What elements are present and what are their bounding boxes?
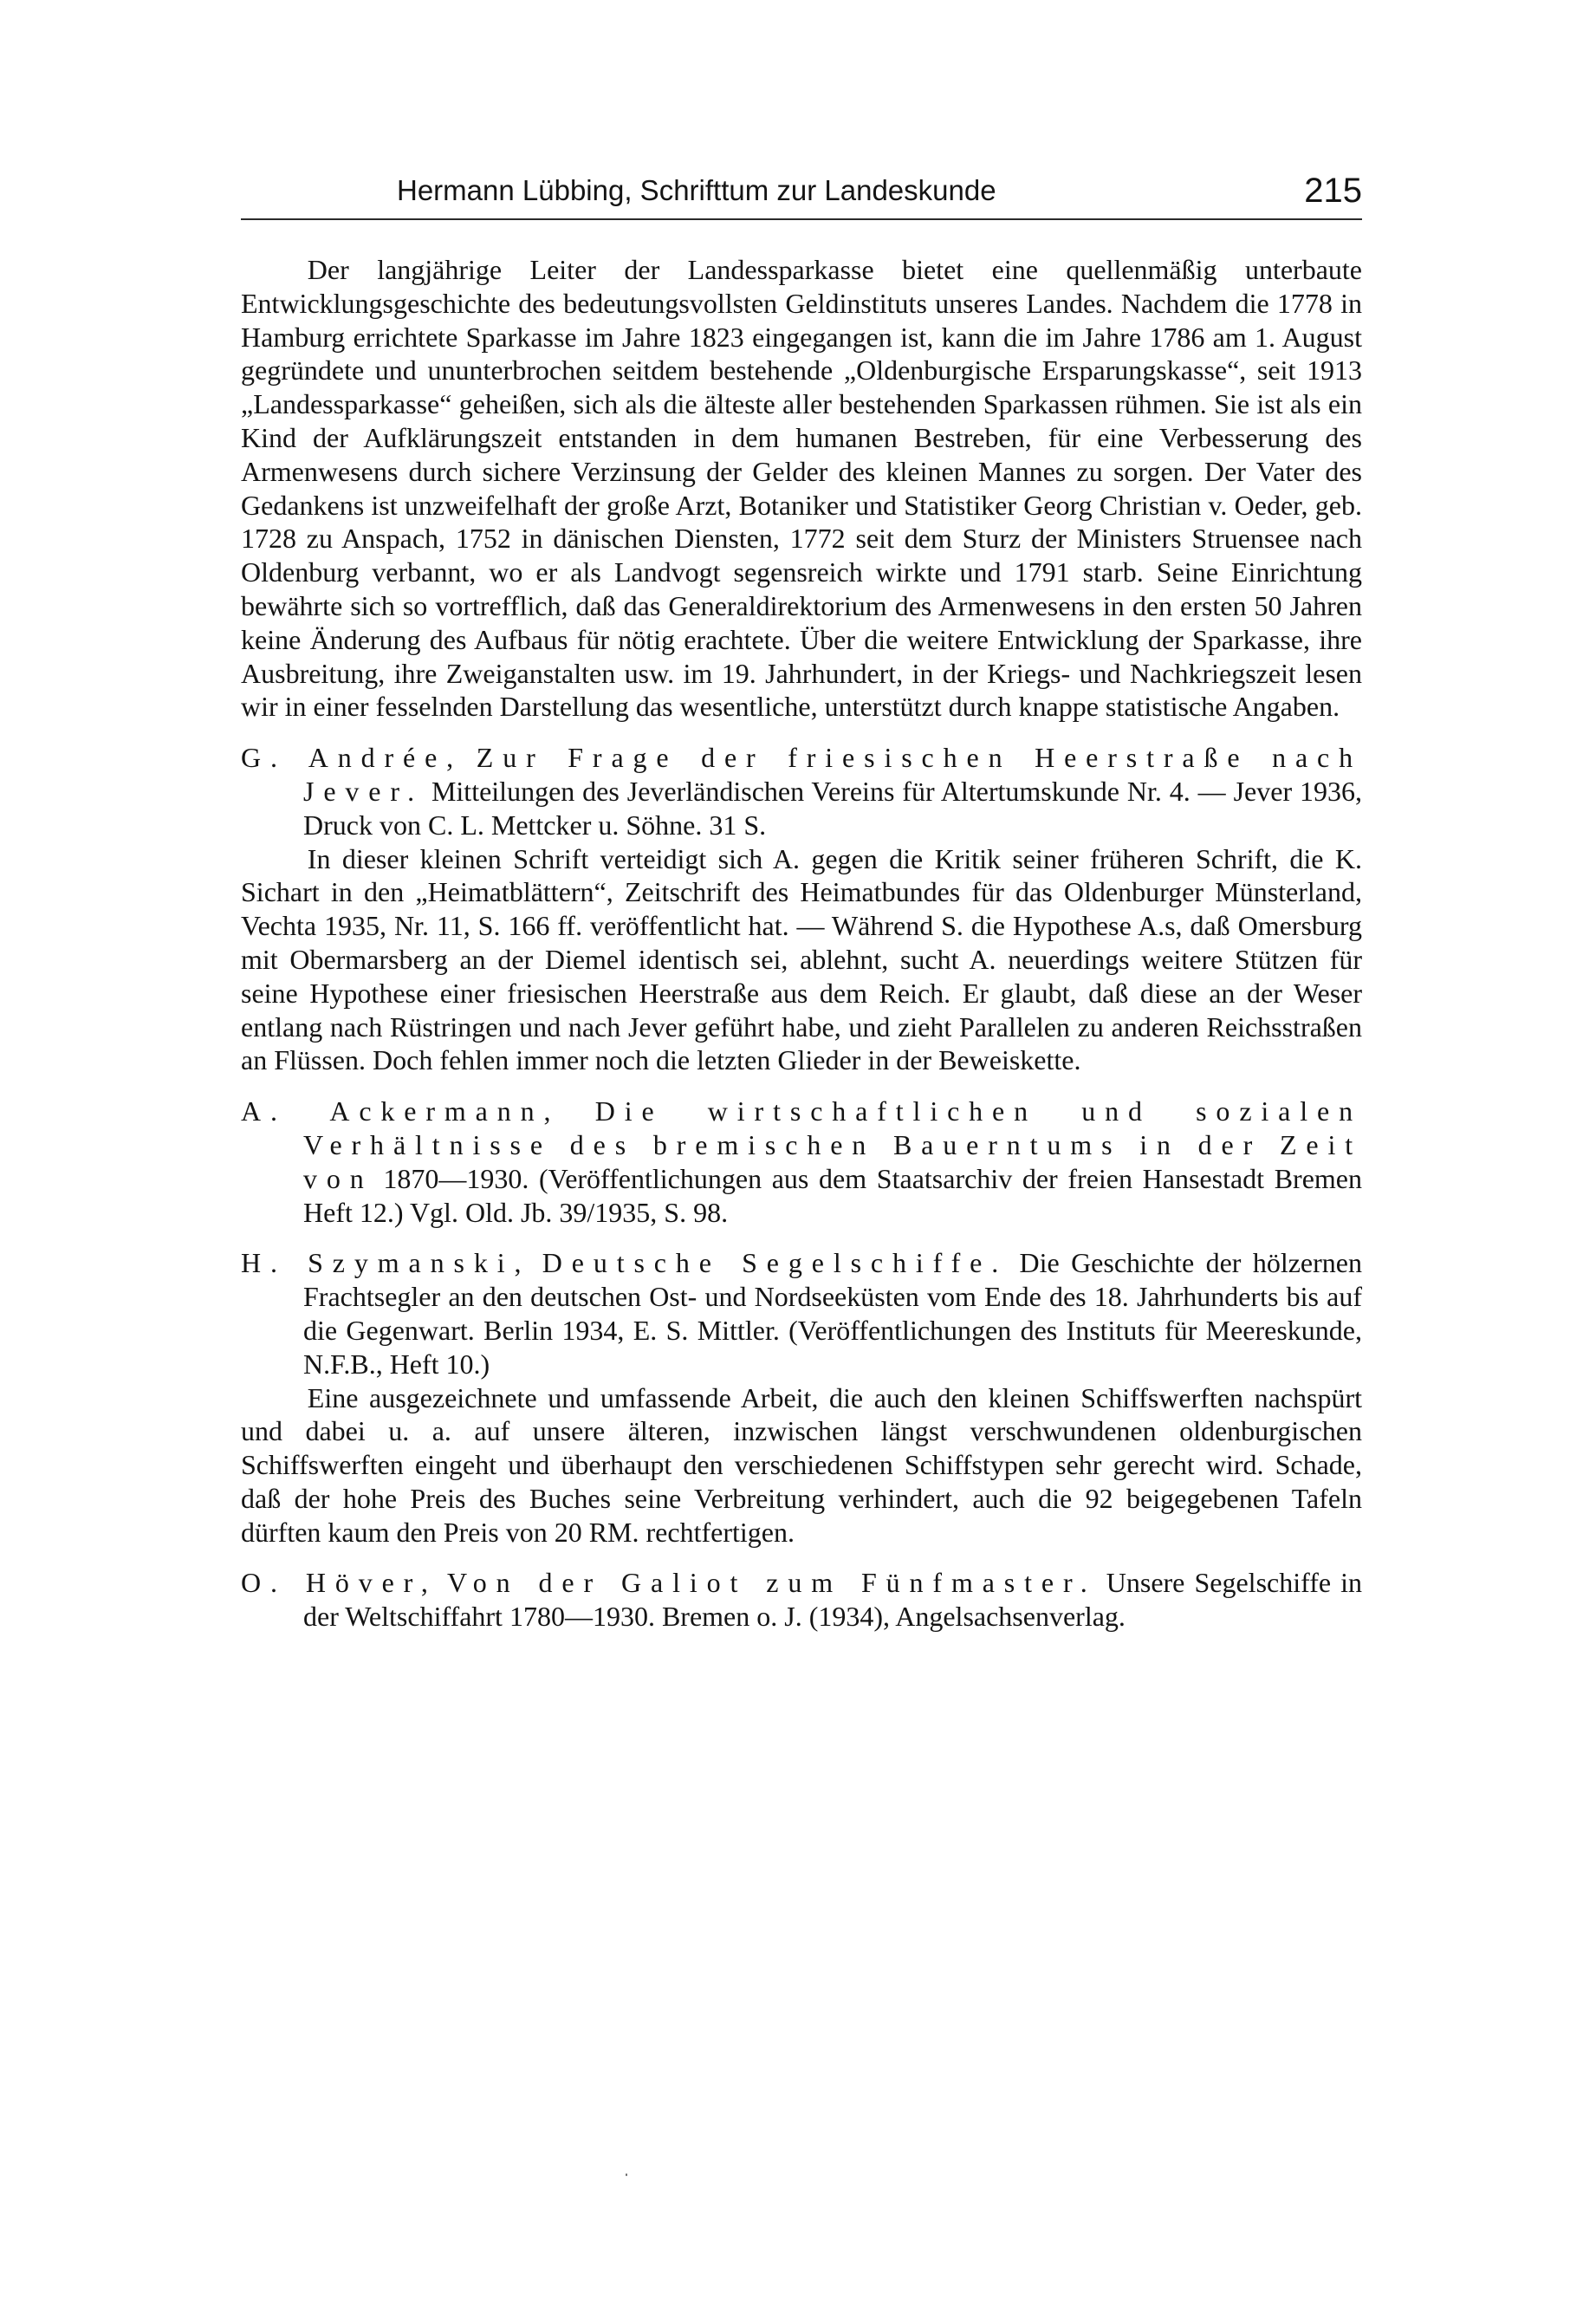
bibliography-entry [241,741,1362,841]
entry-title: Von der Galiot zum Fünfmaster. [446,1567,1097,1599]
entry-details: Unsere Segelschiffe in der Weltschiffahrt 1780—1930. Bremen o. J. (1934), Angelsachsenverlag. [303,1567,1363,1633]
entry-author: O. Höver, [241,1567,438,1599]
entry-author: G. Andrée, [241,742,464,774]
entry-details: Mitteilungen des Jeverländischen Vereins für Altertumskunde Nr. 4. — Jever 1936, Druck von C. L. Mettcker u. Söhne. 31 S. [303,775,1363,841]
entry-details: Die Geschichte der hölzernen Frachtsegler an den deutschen Ost- und Nordseeküsten vom Ende des 18. Jahrhunderts bis auf die Gegenwart. Berlin 1934, E. S. Mittler. (Veröffentlichungen des Instituts für Meereskunde, N.F.B., Heft 10.) [303,1247,1362,1380]
entry-title: Deutsche Segelschiffe. [542,1247,1009,1279]
running-head [241,172,1362,224]
bibliography-entry [241,1246,1362,1381]
intro-paragraph: Der langjährige Leiter der Landessparkasse bietet eine quellenmäßig unterbaute Entwicklungsgeschichte des bedeutungsvollsten Geldinstituts unseres Landes. Nachdem die 1778 in Hamburg errichtete Sparkasse im Jahre 1823 eingegangen ist, kann die im Jahre 1786 am 1. August gegründete und ununterbrochen seitdem bestehende „Oldenburgische Ersparungskasse“, seit 1913 „Landessparkasse“ geheißen, sich als die älteste aller bestehenden Sparkassen rühmen. Sie ist als ein Kind der Aufklärungszeit entstanden in dem humanen Bestreben, für eine Verbesserung des Armenwesens durch sichere Verzinsung der Gelder des kleinen Mannes zu sorgen. Der Vater des Gedankens ist unzweifelhaft der große Arzt, Botaniker und Statistiker Georg Christian v. Oeder, geb. 1728 zu Anspach, 1752 in dänischen Diensten, 1772 seit dem Sturz der Ministers Struensee nach Oldenburg verbannt, wo er als Landvogt segensreich wirkte und 1791 starb. Seine Einrichtung bewährte sich so vortrefflich, daß das Generaldirektorium des Armenwesens in den ersten 50 Jahren keine Änderung des Aufbaus für nötig erachtete. Über die weitere Entwicklung der Sparkasse, ihre Ausbreitung, ihre Zweiganstalten usw. im 19. Jahrhundert, in der Kriegs- und Nachkriegszeit lesen wir in einer fesselnden Darstellung das wesentliche, unterstützt durch knappe statistische Angaben. [241,254,1362,723]
entry-details: 1870—1930. (Veröffentlichungen aus dem Staatsarchiv der freien Hansestadt Bremen Heft 12.) Vgl. Old. Jb. 39/1935, S. 98. [303,1162,1363,1228]
page-number: 215 [1304,172,1362,210]
bibliography-entry [241,1095,1362,1229]
entry-title: Die wirtschaftlichen und sozialen Verhältnisse des bremischen Bauerntums in der Zeit von [303,1095,1362,1194]
entry-title: Zur Frage der friesischen Heerstraße nach Jever. [303,742,1362,807]
bibliography-entry [241,1566,1362,1634]
body-text [241,253,1362,1634]
entry-author: H. Szymanski, [241,1247,531,1279]
running-title: Hermann Lübbing, Schrifttum zur Landeskunde [397,174,996,206]
print-speck [626,2173,627,2176]
entry-comment: Eine ausgezeichnete und umfassende Arbeit, die auch den kleinen Schiffswerften nachspürt und dabei u. a. auf unsere älteren, inzwischen längst verschwundenen oldenburgischen Schiffswerften eingeht und überhaupt den verschiedenen Schiffstypen sehr gerecht wird. Schade, daß der hohe Preis des Buches seine Verbreitung verhindert, auch die 92 beigegebenen Tafeln dürften kaum den Preis von 20 RM. rechtfertigen. [241,1381,1362,1548]
entry-comment: In dieser kleinen Schrift verteidigt sich A. gegen die Kritik seiner früheren Schrift, die K. Sichart in den „Heimatblättern“, Zeitschrift des Heimatbundes für das Oldenburger Münsterland, Vechta 1935, Nr. 11, S. 166 ff. veröffentlicht hat. — Während S. die Hypothese A.s, daß Omersburg mit Obermarsberg an der Diemel identisch sei, ablehnt, sucht A. neuerdings weitere Stützen für seine Hypothese einer friesischen Heerstraße aus dem Reich. Er glaubt, daß diese an der Weser entlang nach Rüstringen und nach Jever geführt habe, und zieht Parallelen zu anderen Reichsstraßen an Flüssen. Doch fehlen immer noch die letzten Glieder in der Beweiskette. [241,842,1362,1076]
header-rule [241,218,1362,220]
entry-author: A. Ackermann, [241,1095,561,1127]
